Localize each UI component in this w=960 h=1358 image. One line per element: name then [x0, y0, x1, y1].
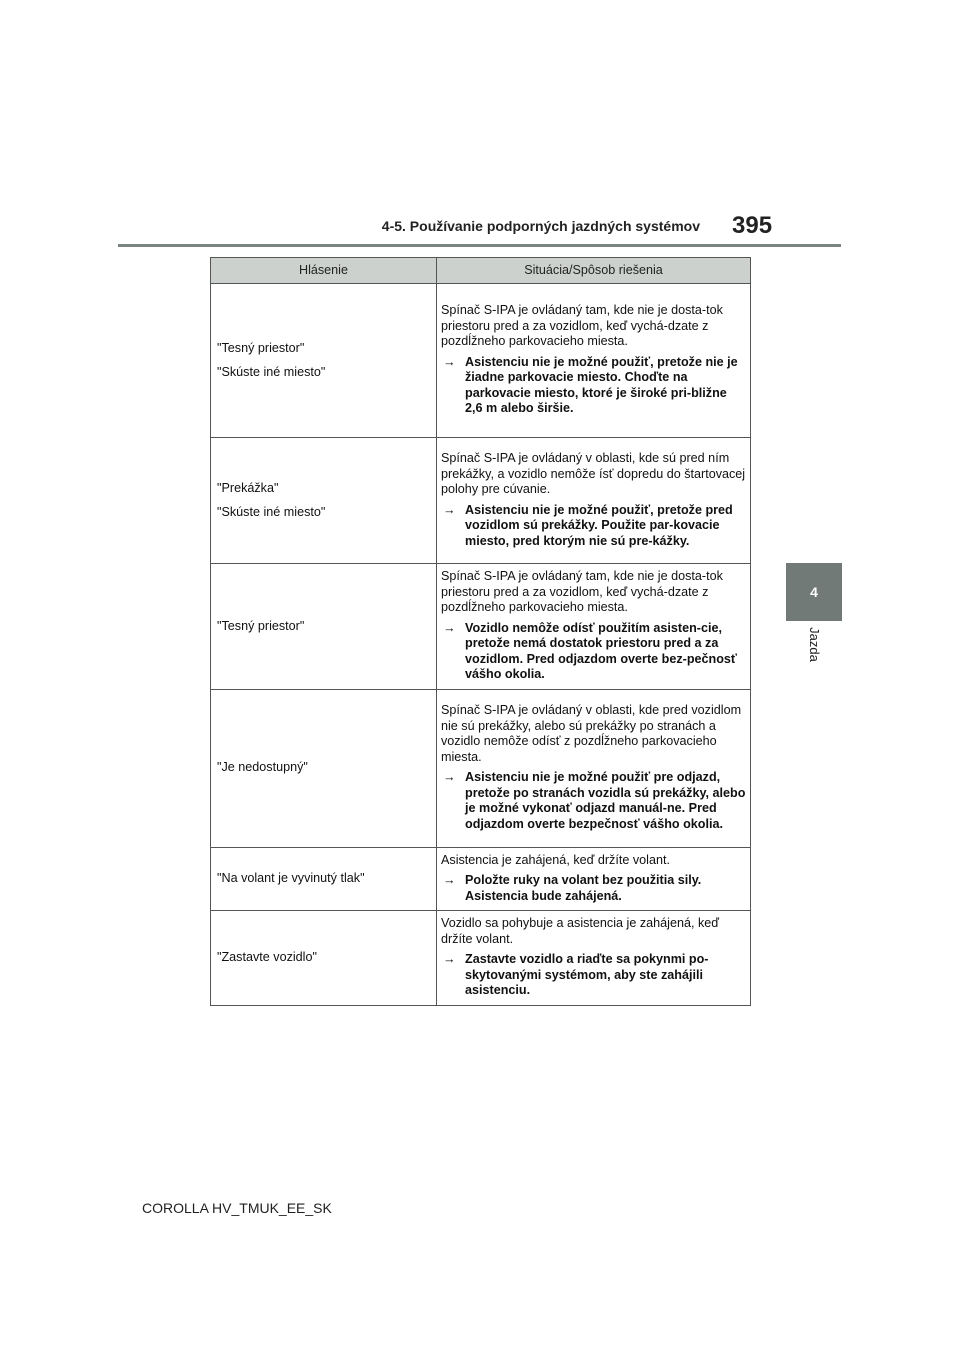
solution-text: Zastavte vozidlo a riaďte sa pokynmi po-skytovanými systémom, aby ste zahájili asistenciu.	[465, 952, 709, 997]
message-text: "Tesný priestor"	[217, 341, 305, 355]
situation-cell	[437, 689, 751, 847]
solution-text: Asistenciu nie je možné použiť, pretože nie je žiadne parkovacie miesto. Choďte na parkovacie miesto, ktoré je široké pri-bližne 2,6 m alebo širšie.	[465, 354, 738, 416]
situation-cell	[437, 847, 751, 911]
arrow-right-icon: →	[443, 952, 456, 966]
message-cell	[211, 284, 437, 438]
situation-text: Spínač S-IPA je ovládaný tam, kde nie je dosta-tok priestoru pred a za vozidlom, keď vychá-dzate z pozdĺžneho parkovacieho miesta.	[441, 569, 723, 614]
situation-cell	[437, 438, 751, 564]
solution	[441, 355, 746, 417]
table-row	[211, 689, 751, 847]
solution	[441, 873, 746, 904]
table-row	[211, 284, 751, 438]
message-cell	[211, 847, 437, 911]
situation-text: Vozidlo sa pohybuje a asistencia je zahájená, keď držíte volant.	[441, 916, 719, 946]
arrow-right-icon: →	[443, 620, 456, 635]
situation-cell	[437, 564, 751, 690]
message-cell	[211, 438, 437, 564]
message-text: "Zastavte vozidlo"	[217, 950, 317, 964]
situation-cell	[437, 911, 751, 1006]
table-row	[211, 847, 751, 911]
messages-table	[210, 257, 751, 1006]
solution-text: Vozidlo nemôže odísť použitím asisten-cie, pretože nemá dostatok priestoru pred a za vozidlom. Pred odjazdom overte bez-pečnosť vášho okolia.	[465, 620, 737, 681]
message-cell	[211, 689, 437, 847]
solution	[441, 621, 746, 683]
chapter-tab-label-text: Jazda	[806, 626, 822, 662]
message-text: "Skúste iné miesto"	[217, 364, 326, 379]
message-text: "Je nedostupný"	[217, 760, 308, 775]
solution	[441, 770, 746, 832]
arrow-right-icon: →	[443, 770, 456, 784]
solution	[441, 952, 746, 999]
table-row	[211, 438, 751, 564]
situation-text: Spínač S-IPA je ovládaný tam, kde nie je dosta-tok priestoru pred a za vozidlom, keď vychá-dzate z pozdĺžneho parkovacieho miesta.	[441, 303, 723, 349]
arrow-right-icon: →	[443, 502, 456, 517]
message-text: "Na volant je vyvinutý tlak"	[217, 871, 365, 885]
situation-text: Asistencia je zahájená, keď držíte volant.	[441, 852, 670, 867]
situation-text: Spínač S-IPA je ovládaný v oblasti, kde sú pred ním prekážky, a vozidlo nemôže ísť dopredu do štartovacej polohy pre cúvanie.	[441, 451, 746, 496]
chapter-tab-number: 4	[786, 563, 842, 621]
arrow-right-icon: →	[443, 354, 456, 369]
solution	[441, 503, 746, 550]
table-row	[211, 564, 751, 690]
footer-model-code: COROLLA HV_TMUK_EE_SK	[142, 1200, 332, 1216]
table-header-row	[211, 258, 751, 284]
message-cell	[211, 564, 437, 690]
message-cell	[211, 911, 437, 1006]
message-text: "Prekážka"	[217, 481, 279, 495]
situation-text: Spínač S-IPA je ovládaný v oblasti, kde pred vozidlom nie sú prekážky, alebo sú prekážky po stranách a vozidlo nemôže odísť z pozdĺžneho parkovacieho miesta.	[441, 703, 742, 764]
message-text: "Tesný priestor"	[217, 618, 305, 633]
table-row	[211, 911, 751, 1006]
chapter-tab-label	[786, 620, 842, 668]
solution-text: Asistenciu nie je možné použiť pre odjazd, pretože po stranách vozidla sú prekážky, alebo je možné vykonať odjazd manuál-ne. Pred odjazdom overte bezpečnosť vášho okolia.	[465, 770, 746, 831]
solution-text: Položte ruky na volant bez použitia sily. Asistencia bude zahájená.	[465, 873, 702, 903]
page-header-section-title: 4-5. Používanie podporných jazdných systémov	[381, 218, 700, 234]
column-header-situation: Situácia/Spôsob riešenia	[437, 258, 751, 284]
message-text: "Skúste iné miesto"	[217, 504, 326, 519]
page-number: 395	[732, 212, 773, 239]
header-divider	[118, 244, 841, 247]
solution-text: Asistenciu nie je možné použiť, pretože pred vozidlom sú prekážky. Použite par-kovacie miesto, pred ktorým nie sú pre-kážky.	[465, 502, 733, 548]
column-header-message: Hlásenie	[211, 258, 437, 284]
situation-cell	[437, 284, 751, 438]
arrow-right-icon: →	[443, 873, 456, 887]
